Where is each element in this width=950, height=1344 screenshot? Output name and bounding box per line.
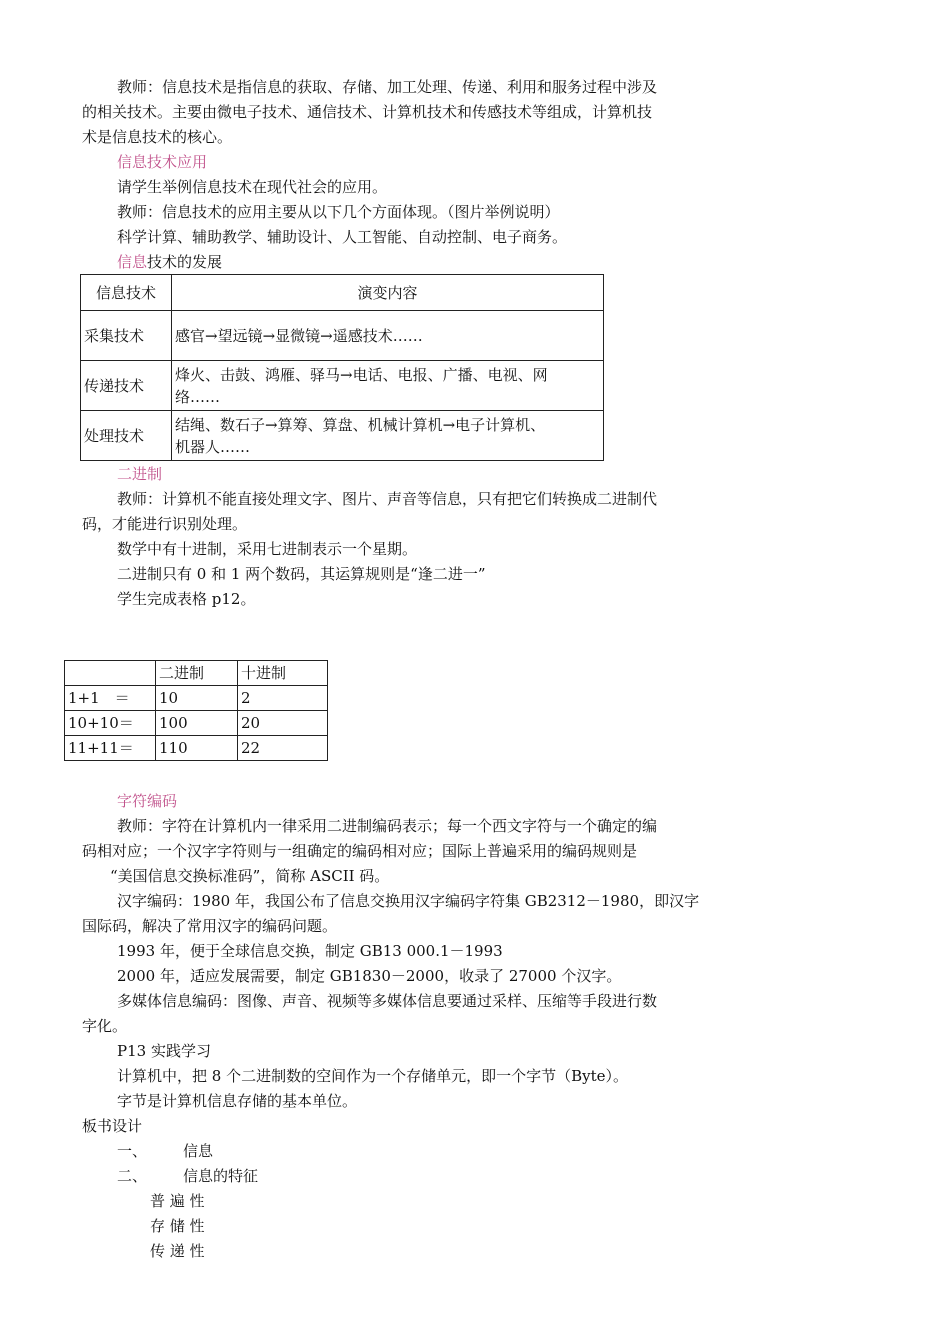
- feature-item: 传 递 性: [150, 1242, 205, 1260]
- feature-item: 存 储 性: [150, 1217, 205, 1235]
- table-cell: 10: [156, 686, 238, 711]
- cell-line: 烽火、击鼓、鸿雁、驿马→电话、电报、广播、电视、网: [175, 365, 548, 384]
- text-line: 码相对应；一个汉字字符则与一组确定的编码相对应；国际上普遍采用的编码规则是: [82, 842, 638, 860]
- board-item-number: 二、: [117, 1167, 148, 1185]
- text-line: 汉字编码：1980 年，我国公布了信息交换用汉字编码字符集 GB2312－1980，即汉字: [117, 892, 700, 910]
- text-line: 教师：信息技术是指信息的获取、存储、加工处理、传递、利用和服务过程中涉及: [117, 78, 658, 96]
- feature-item: 普 遍 性: [150, 1192, 205, 1210]
- table-header-cell: 十进制: [238, 661, 328, 686]
- cell-line: 结绳、数石子→算筹、算盘、机械计算机→电子计算机、: [175, 415, 546, 434]
- text-line: 多媒体信息编码：图像、声音、视频等多媒体信息要通过采样、压缩等手段进行数: [117, 992, 658, 1010]
- table-cell: 采集技术: [81, 311, 172, 361]
- table-cell: [172, 411, 604, 461]
- table-header-row: [65, 661, 328, 686]
- tech-development-table: [80, 274, 604, 461]
- cell-line: 机器人……: [175, 437, 251, 456]
- table-header-row: [81, 275, 604, 311]
- table-cell: 1+1 ＝: [65, 686, 156, 711]
- text-line: 国际码，解决了常用汉字的编码问题。: [82, 917, 338, 935]
- table-header-cell: 二进制: [156, 661, 238, 686]
- section-heading: 字符编码: [117, 792, 178, 810]
- table-header-cell: 演变内容: [172, 275, 604, 311]
- text-line: 科学计算、辅助教学、辅助设计、人工智能、自动控制、电子商务。: [117, 228, 568, 246]
- section-heading: [117, 251, 222, 273]
- table-cell: 20: [238, 711, 328, 736]
- text-line: 码，才能进行识别处理。: [82, 515, 248, 533]
- table-cell: [172, 361, 604, 411]
- board-title: 板书设计: [82, 1117, 143, 1135]
- text-line: 的相关技术。主要由微电子技术、通信技术、计算机技术和传感技术等组成，计算机技: [82, 103, 653, 121]
- cell-line: 感官→望远镜→显微镜→遥感技术……: [175, 326, 423, 345]
- table-row: [81, 411, 604, 461]
- table-header-cell: 信息技术: [81, 275, 172, 311]
- heading-part: 信息: [117, 253, 148, 271]
- table-row: [81, 311, 604, 361]
- table-cell: 2: [238, 686, 328, 711]
- text-line: 1993 年，便于全球信息交换，制定 GB13 000.1－1993: [117, 942, 503, 960]
- table-cell: [172, 311, 604, 361]
- table-cell: 10+10＝: [65, 711, 156, 736]
- text-line: 字节是计算机信息存储的基本单位。: [117, 1092, 358, 1110]
- heading-part: 技术的发展: [147, 253, 223, 271]
- table-cell: 22: [238, 736, 328, 761]
- text-line: 教师：字符在计算机内一律采用二进制编码表示；每一个西文字符与一个确定的编: [117, 817, 658, 835]
- board-item-text: 信息的特征: [183, 1167, 259, 1185]
- table-cell: 100: [156, 711, 238, 736]
- text-line: 术是信息技术的核心。: [82, 128, 233, 146]
- table-row: [81, 361, 604, 411]
- text-line: 数学中有十进制，采用七进制表示一个星期。: [117, 540, 418, 558]
- table-row: [65, 711, 328, 736]
- text-line: 字化。: [82, 1017, 128, 1035]
- text-line: 请学生举例信息技术在现代社会的应用。: [117, 178, 388, 196]
- section-heading: 信息技术应用: [117, 153, 208, 171]
- binary-table: [64, 660, 328, 761]
- text-line: 教师：计算机不能直接处理文字、图片、声音等信息，只有把它们转换成二进制代: [117, 490, 658, 508]
- text-line: “美国信息交换标准码”，简称 ASCII 码。: [110, 867, 390, 885]
- table-row: [65, 686, 328, 711]
- table-cell: 11+11＝: [65, 736, 156, 761]
- text-line: 二进制只有 0 和 1 两个数码，其运算规则是“逢二进一”: [117, 565, 486, 583]
- text-line: 学生完成表格 p12。: [117, 590, 256, 608]
- section-heading: 二进制: [117, 465, 163, 483]
- table-cell: 110: [156, 736, 238, 761]
- board-item-number: 一、: [117, 1142, 148, 1160]
- text-line: 2000 年，适应发展需要，制定 GB1830－2000，收录了 27000 个汉字。: [117, 967, 622, 985]
- cell-line: 络……: [175, 387, 221, 406]
- board-item-text: 信息: [183, 1142, 214, 1160]
- table-cell: 传递技术: [81, 361, 172, 411]
- table-header-cell: [65, 661, 156, 686]
- table-cell: 处理技术: [81, 411, 172, 461]
- table-row: [65, 736, 328, 761]
- text-line: 教师：信息技术的应用主要从以下几个方面体现。（图片举例说明）: [117, 203, 560, 221]
- text-line: P13 实践学习: [117, 1042, 211, 1060]
- text-line: 计算机中，把 8 个二进制数的空间作为一个存储单元，即一个字节（Byte）。: [117, 1067, 628, 1085]
